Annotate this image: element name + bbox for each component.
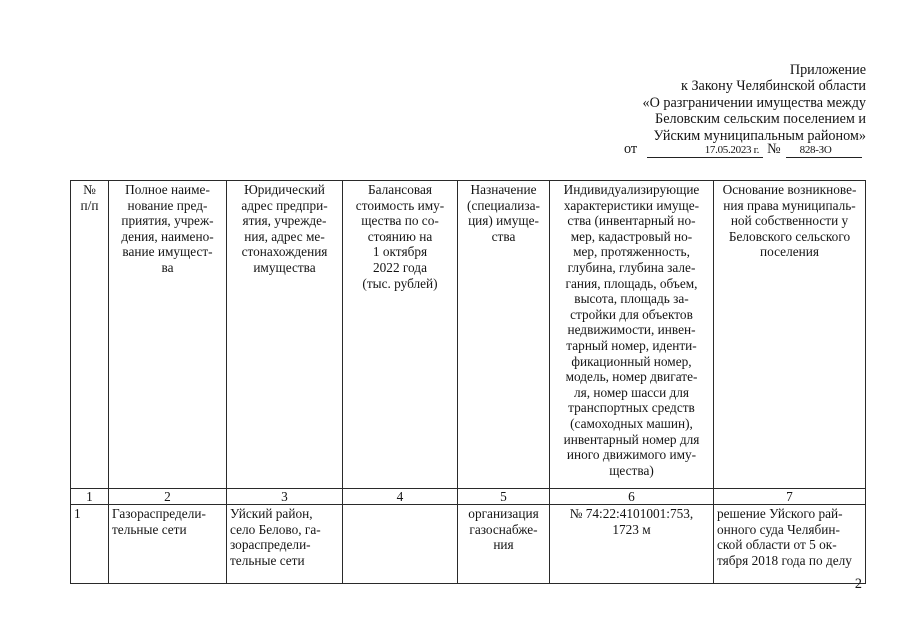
- header-text-line: ва: [161, 259, 174, 275]
- row-characteristics-line: 1723 м: [612, 521, 651, 537]
- header-text-line: тарный номер, иденти-: [566, 337, 697, 353]
- header-text-line: щества): [609, 462, 654, 478]
- header-text-line: Индивидуализирующие: [563, 182, 700, 197]
- header-text-line: (тыс. рублей): [362, 275, 438, 291]
- header-text-line: вание имущест-: [122, 244, 213, 260]
- row-purpose: [458, 505, 550, 584]
- column-number: 5: [458, 489, 550, 505]
- header-text-line: недвижимости, инвен-: [567, 322, 696, 338]
- header-text-line: ля, номер шасси для: [573, 384, 690, 400]
- header-text-line: фикационный номер,: [571, 353, 692, 369]
- column-number: 2: [109, 489, 227, 505]
- header-text-line: 2022 года: [373, 259, 427, 275]
- header-text-line: стонахождения: [241, 244, 328, 260]
- row-characteristics-line: № 74:22:4101001:753,: [569, 506, 694, 521]
- row-balance: [343, 505, 458, 584]
- row-basis: [714, 505, 866, 584]
- row-basis-line: онного суда Челябин-: [717, 521, 840, 537]
- header-cell-address: [227, 181, 343, 489]
- header-text-line: Юридический: [244, 182, 325, 197]
- header-text-line: ства (инвентарный но-: [567, 213, 696, 229]
- column-number: 7: [714, 489, 866, 505]
- property-table: [70, 180, 866, 584]
- header-cell-characteristics: [550, 181, 714, 489]
- header-text-line: ния права муниципаль-: [723, 197, 856, 213]
- header-text-line: транспортных средств: [568, 400, 695, 416]
- header-text-line: Назначение: [470, 182, 537, 197]
- column-number: 4: [343, 489, 458, 505]
- date-value: 17.05.2023 г.: [647, 144, 763, 158]
- page-number: 2: [854, 576, 862, 592]
- header-text-line: модель, номер двигате-: [565, 369, 698, 385]
- header-text-line: стоимость иму-: [355, 197, 445, 213]
- header-text-line: стоянию на: [367, 228, 433, 244]
- header-cell-number: [71, 181, 109, 489]
- number-value: 828-ЗО: [786, 144, 862, 158]
- header-line-3: «О разграничении имущества между: [642, 94, 866, 111]
- column-number-row: [71, 489, 866, 505]
- row-purpose-line: организация: [468, 506, 539, 521]
- row-name-line: тельные сети: [112, 521, 187, 537]
- table-row: [71, 505, 866, 584]
- header-line-5: Уйским муниципальным районом»: [653, 127, 866, 144]
- header-text-line: п/п: [80, 197, 99, 213]
- row-characteristics: [550, 505, 714, 584]
- header-cell-name: [109, 181, 227, 489]
- header-cell-balance: [343, 181, 458, 489]
- header-line-1: Приложение: [789, 62, 866, 78]
- row-number: 1: [71, 505, 109, 584]
- header-text-line: Полное наиме-: [125, 182, 210, 197]
- header-text-line: нование пред-: [127, 197, 208, 213]
- header-cell-basis: [714, 181, 866, 489]
- header-text-line: щества по со-: [361, 213, 439, 229]
- header-text-line: ства: [491, 228, 516, 244]
- header-text-line: дения, наимено-: [121, 228, 214, 244]
- header-cell-purpose: [458, 181, 550, 489]
- row-address-line: Уйский район,: [230, 506, 313, 521]
- row-name: [109, 505, 227, 584]
- row-basis-line: решение Уйского рай-: [717, 506, 843, 521]
- header-text-line: мер, протяженность,: [573, 244, 690, 260]
- header-text-line: характеристики имуще-: [563, 197, 700, 213]
- header-text-line: имущества: [253, 259, 316, 275]
- header-text-line: (самоходных машин),: [570, 415, 693, 431]
- header-text-line: стройки для объектов: [570, 306, 693, 322]
- header-text-line: высота, площадь за-: [574, 291, 689, 307]
- appendix-header: [642, 62, 866, 144]
- header-text-line: ятия, учрежде-: [242, 213, 327, 229]
- header-text-line: №: [83, 182, 96, 197]
- header-text-line: ция) имуще-: [468, 213, 539, 229]
- header-text-line: (специализа-: [467, 197, 540, 213]
- row-name-line: Газораспредели-: [112, 506, 206, 521]
- row-basis-line: ской области от 5 ок-: [717, 537, 837, 553]
- column-number: 1: [71, 489, 109, 505]
- number-label: №: [767, 141, 781, 157]
- date-label: от: [624, 141, 638, 157]
- table-header-row: [71, 181, 866, 489]
- row-address-line: зораспредели-: [230, 537, 311, 553]
- header-line-2: к Закону Челябинской области: [681, 78, 866, 95]
- row-address-line: село Белово, га-: [230, 521, 321, 537]
- header-text-line: поселения: [760, 244, 819, 260]
- column-number: 3: [227, 489, 343, 505]
- column-number: 6: [550, 489, 714, 505]
- row-address-line: тельные сети: [230, 552, 305, 568]
- row-basis-line: тября 2018 года по делу: [717, 552, 852, 568]
- header-text-line: 1 октября: [372, 244, 428, 260]
- header-text-line: глубина, глубина зале-: [567, 259, 696, 275]
- header-text-line: ния, адрес ме-: [244, 228, 325, 244]
- row-purpose-line: газоснабже-: [469, 521, 538, 537]
- header-text-line: ной собственности у: [730, 213, 849, 229]
- header-text-line: адрес предпри-: [241, 197, 328, 213]
- law-date-number-line: [624, 141, 862, 158]
- header-text-line: Балансовая: [368, 182, 432, 197]
- row-purpose-line: ния: [493, 537, 514, 553]
- header-text-line: иного движимого иму-: [566, 447, 697, 463]
- header-text-line: Основание возникнове-: [722, 182, 857, 197]
- header-text-line: инвентарный номер для: [563, 431, 700, 447]
- header-text-line: приятия, учреж-: [121, 213, 214, 229]
- header-text-line: гания, площадь, объем,: [565, 275, 698, 291]
- header-line-4: Беловским сельским поселением и: [655, 111, 866, 128]
- header-text-line: Беловского сельского: [728, 228, 851, 244]
- header-text-line: мер, кадастровый но-: [570, 228, 693, 244]
- row-address: [227, 505, 343, 584]
